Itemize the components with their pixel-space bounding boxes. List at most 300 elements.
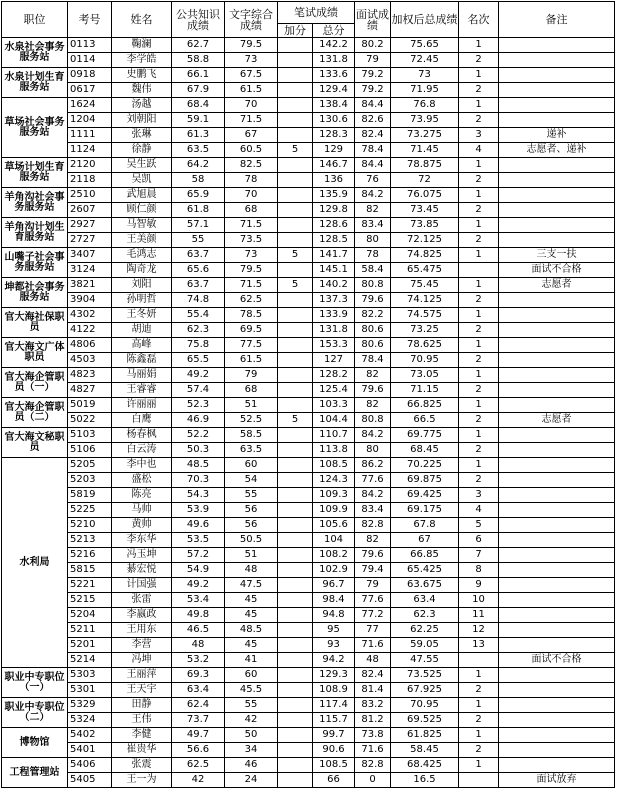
table-row xyxy=(2,143,615,158)
public-score-cell: 56.6 xyxy=(172,743,225,758)
name-cell: 陈鑫磊 xyxy=(112,353,172,368)
interview-score-cell: 82 xyxy=(355,368,391,383)
total-score-cell: 131.8 xyxy=(313,323,355,338)
rank-cell: 2 xyxy=(459,113,499,128)
note-cell xyxy=(499,758,615,773)
rank-cell: 2 xyxy=(459,203,499,218)
writing-score-cell: 50 xyxy=(225,728,278,743)
public-score-cell: 57.2 xyxy=(172,548,225,563)
position-cell: 坤都社会事务服务站 xyxy=(2,278,68,308)
weighted-score-cell: 69.525 xyxy=(391,713,459,728)
weighted-score-cell: 69.875 xyxy=(391,473,459,488)
name-cell: 王天宇 xyxy=(112,683,172,698)
rank-cell: 7 xyxy=(459,548,499,563)
exam-id-cell: 2118 xyxy=(68,173,112,188)
name-cell: 刘朝阳 xyxy=(112,113,172,128)
header-public-knowledge: 公共知识成绩 xyxy=(172,2,225,38)
writing-score-cell: 61.5 xyxy=(225,353,278,368)
weighted-score-cell: 68.425 xyxy=(391,758,459,773)
interview-score-cell: 83.4 xyxy=(355,503,391,518)
exam-id-cell: 5211 xyxy=(68,623,112,638)
table-row xyxy=(2,233,615,248)
bonus-cell xyxy=(278,668,313,683)
weighted-score-cell: 73.525 xyxy=(391,668,459,683)
exam-id-cell: 5406 xyxy=(68,758,112,773)
note-cell xyxy=(499,173,615,188)
interview-score-cell: 78.4 xyxy=(355,353,391,368)
writing-score-cell: 56 xyxy=(225,518,278,533)
weighted-score-cell: 76.075 xyxy=(391,188,459,203)
bonus-cell xyxy=(278,758,313,773)
writing-score-cell: 68 xyxy=(225,383,278,398)
interview-score-cell: 84.2 xyxy=(355,488,391,503)
name-cell: 顾仁颜 xyxy=(112,203,172,218)
table-row xyxy=(2,338,615,353)
interview-score-cell: 79 xyxy=(355,578,391,593)
table-row xyxy=(2,248,615,263)
total-score-cell: 66 xyxy=(313,773,355,788)
table-row xyxy=(2,188,615,203)
public-score-cell: 57.1 xyxy=(172,218,225,233)
exam-id-cell: 4827 xyxy=(68,383,112,398)
note-cell: 面试不合格 xyxy=(499,653,615,668)
total-score-cell: 94.2 xyxy=(313,653,355,668)
note-cell xyxy=(499,113,615,128)
total-score-cell: 108.9 xyxy=(313,683,355,698)
exam-id-cell: 1624 xyxy=(68,98,112,113)
bonus-cell xyxy=(278,293,313,308)
weighted-score-cell: 78.625 xyxy=(391,338,459,353)
rank-cell: 2 xyxy=(459,53,499,68)
position-cell: 官大海文秘职员 xyxy=(2,428,68,458)
position-cell: 官大海企管职员（一） xyxy=(2,368,68,398)
writing-score-cell: 70 xyxy=(225,188,278,203)
bonus-cell xyxy=(278,83,313,98)
name-cell: 綦宏悦 xyxy=(112,563,172,578)
note-cell: 递补 xyxy=(499,128,615,143)
note-cell: 三支一扶 xyxy=(499,248,615,263)
total-score-cell: 103.3 xyxy=(313,398,355,413)
total-score-cell: 129.8 xyxy=(313,203,355,218)
interview-score-cell: 80.2 xyxy=(355,38,391,53)
writing-score-cell: 48.5 xyxy=(225,623,278,638)
rank-cell: 1 xyxy=(459,248,499,263)
position-cell: 羊角沟计划生育服务站 xyxy=(2,218,68,248)
interview-score-cell: 83.4 xyxy=(355,218,391,233)
interview-score-cell: 71.6 xyxy=(355,743,391,758)
table-row xyxy=(2,308,615,323)
name-cell: 马帅 xyxy=(112,503,172,518)
note-cell xyxy=(499,83,615,98)
weighted-score-cell: 71.95 xyxy=(391,83,459,98)
note-cell xyxy=(499,488,615,503)
note-cell xyxy=(499,743,615,758)
rank-cell xyxy=(459,263,499,278)
public-score-cell: 67.9 xyxy=(172,83,225,98)
name-cell: 魏伟 xyxy=(112,83,172,98)
rank-cell: 11 xyxy=(459,608,499,623)
public-score-cell: 70.3 xyxy=(172,473,225,488)
interview-score-cell: 78 xyxy=(355,248,391,263)
public-score-cell: 75.8 xyxy=(172,338,225,353)
table-row xyxy=(2,158,615,173)
interview-score-cell: 80 xyxy=(355,233,391,248)
table-row xyxy=(2,263,615,278)
weighted-score-cell: 74.575 xyxy=(391,308,459,323)
writing-score-cell: 45.5 xyxy=(225,683,278,698)
public-score-cell: 46.9 xyxy=(172,413,225,428)
position-cell: 博物馆 xyxy=(2,728,68,758)
header-weighted: 加权后总成绩 xyxy=(391,2,459,38)
total-score-cell: 128.3 xyxy=(313,128,355,143)
writing-score-cell: 82.5 xyxy=(225,158,278,173)
weighted-score-cell: 70.95 xyxy=(391,698,459,713)
writing-score-cell: 24 xyxy=(225,773,278,788)
name-cell: 毛鸿志 xyxy=(112,248,172,263)
header-note: 备注 xyxy=(499,2,615,38)
public-score-cell: 57.4 xyxy=(172,383,225,398)
weighted-score-cell: 66.5 xyxy=(391,413,459,428)
public-score-cell: 61.8 xyxy=(172,203,225,218)
table-row xyxy=(2,563,615,578)
weighted-score-cell: 65.475 xyxy=(391,263,459,278)
name-cell: 李健 xyxy=(112,728,172,743)
note-cell xyxy=(499,548,615,563)
header-rank: 名次 xyxy=(459,2,499,38)
weighted-score-cell: 73.25 xyxy=(391,323,459,338)
name-cell: 张雷 xyxy=(112,593,172,608)
exam-id-cell: 2727 xyxy=(68,233,112,248)
exam-id-cell: 4122 xyxy=(68,323,112,338)
rank-cell: 2 xyxy=(459,323,499,338)
table-row xyxy=(2,473,615,488)
weighted-score-cell: 63.4 xyxy=(391,593,459,608)
rank-cell: 12 xyxy=(459,623,499,638)
name-cell: 王用东 xyxy=(112,623,172,638)
bonus-cell xyxy=(278,608,313,623)
writing-score-cell: 45 xyxy=(225,593,278,608)
note-cell xyxy=(499,428,615,443)
rank-cell: 2 xyxy=(459,233,499,248)
total-score-cell: 142.2 xyxy=(313,38,355,53)
interview-score-cell: 79.6 xyxy=(355,383,391,398)
name-cell: 计国强 xyxy=(112,578,172,593)
weighted-score-cell: 73.95 xyxy=(391,113,459,128)
rank-cell: 1 xyxy=(459,308,499,323)
public-score-cell: 48 xyxy=(172,638,225,653)
name-cell: 王睿睿 xyxy=(112,383,172,398)
table-header xyxy=(2,2,615,38)
rank-cell: 1 xyxy=(459,728,499,743)
rank-cell: 1 xyxy=(459,38,499,53)
bonus-cell xyxy=(278,743,313,758)
position-cell: 职业中专职位（一） xyxy=(2,668,68,698)
note-cell: 志愿者、递补 xyxy=(499,143,615,158)
table-row xyxy=(2,668,615,683)
total-score-cell: 108.5 xyxy=(313,758,355,773)
bonus-cell xyxy=(278,488,313,503)
bonus-cell: 5 xyxy=(278,413,313,428)
public-score-cell: 63.7 xyxy=(172,248,225,263)
table-row xyxy=(2,383,615,398)
rank-cell: 9 xyxy=(459,578,499,593)
name-cell: 冯坤 xyxy=(112,653,172,668)
weighted-score-cell: 47.55 xyxy=(391,653,459,668)
public-score-cell: 49.8 xyxy=(172,608,225,623)
header-name: 姓名 xyxy=(112,2,172,38)
note-cell xyxy=(499,563,615,578)
table-row xyxy=(2,98,615,113)
total-score-cell: 117.4 xyxy=(313,698,355,713)
total-score-cell: 109.3 xyxy=(313,488,355,503)
bonus-cell xyxy=(278,653,313,668)
total-score-cell: 129.4 xyxy=(313,83,355,98)
bonus-cell xyxy=(278,728,313,743)
weighted-score-cell: 76.8 xyxy=(391,98,459,113)
rank-cell: 6 xyxy=(459,533,499,548)
exam-id-cell: 0918 xyxy=(68,68,112,83)
writing-score-cell: 54 xyxy=(225,473,278,488)
weighted-score-cell: 73.05 xyxy=(391,368,459,383)
rank-cell: 2 xyxy=(459,353,499,368)
bonus-cell xyxy=(278,503,313,518)
exam-id-cell: 5214 xyxy=(68,653,112,668)
rank-cell: 1 xyxy=(459,668,499,683)
table-row xyxy=(2,713,615,728)
note-cell xyxy=(499,383,615,398)
rank-cell: 1 xyxy=(459,698,499,713)
weighted-score-cell: 72.125 xyxy=(391,233,459,248)
weighted-score-cell: 65.425 xyxy=(391,563,459,578)
interview-score-cell: 77.6 xyxy=(355,593,391,608)
weighted-score-cell: 75.65 xyxy=(391,38,459,53)
table-row xyxy=(2,593,615,608)
interview-score-cell: 80.8 xyxy=(355,278,391,293)
table-row xyxy=(2,758,615,773)
weighted-score-cell: 68.45 xyxy=(391,443,459,458)
writing-score-cell: 69.5 xyxy=(225,323,278,338)
writing-score-cell: 71.5 xyxy=(225,113,278,128)
exam-id-cell: 5103 xyxy=(68,428,112,443)
weighted-score-cell: 67.8 xyxy=(391,518,459,533)
name-cell: 盛松 xyxy=(112,473,172,488)
rank-cell: 10 xyxy=(459,593,499,608)
interview-score-cell: 78.4 xyxy=(355,143,391,158)
exam-id-cell: 5213 xyxy=(68,533,112,548)
exam-id-cell: 5221 xyxy=(68,578,112,593)
rank-cell: 1 xyxy=(459,758,499,773)
public-score-cell: 65.9 xyxy=(172,188,225,203)
interview-score-cell: 83.2 xyxy=(355,698,391,713)
public-score-cell: 49.6 xyxy=(172,518,225,533)
table-row xyxy=(2,203,615,218)
table-row xyxy=(2,443,615,458)
public-score-cell: 49.2 xyxy=(172,578,225,593)
rank-cell: 3 xyxy=(459,488,499,503)
interview-score-cell: 82.2 xyxy=(355,308,391,323)
position-cell: 水泉计划生育服务站 xyxy=(2,68,68,98)
writing-score-cell: 52.5 xyxy=(225,413,278,428)
note-cell xyxy=(499,188,615,203)
writing-score-cell: 71.5 xyxy=(225,218,278,233)
bonus-cell: 5 xyxy=(278,278,313,293)
interview-score-cell: 79.2 xyxy=(355,83,391,98)
table-row xyxy=(2,368,615,383)
name-cell: 陶奇龙 xyxy=(112,263,172,278)
interview-score-cell: 71.6 xyxy=(355,638,391,653)
bonus-cell xyxy=(278,713,313,728)
name-cell: 张震 xyxy=(112,758,172,773)
writing-score-cell: 67 xyxy=(225,128,278,143)
table-row xyxy=(2,623,615,638)
total-score-cell: 96.7 xyxy=(313,578,355,593)
public-score-cell: 65.6 xyxy=(172,263,225,278)
rank-cell: 1 xyxy=(459,428,499,443)
note-cell xyxy=(499,578,615,593)
note-cell xyxy=(499,398,615,413)
table-row xyxy=(2,128,615,143)
exam-id-cell: 5329 xyxy=(68,698,112,713)
rank-cell: 2 xyxy=(459,743,499,758)
name-cell: 徐静 xyxy=(112,143,172,158)
exam-id-cell: 5402 xyxy=(68,728,112,743)
public-score-cell: 59.1 xyxy=(172,113,225,128)
table-row xyxy=(2,548,615,563)
name-cell: 李中也 xyxy=(112,458,172,473)
public-score-cell: 58.8 xyxy=(172,53,225,68)
writing-score-cell: 58.5 xyxy=(225,428,278,443)
public-score-cell: 65.5 xyxy=(172,353,225,368)
rank-cell: 1 xyxy=(459,398,499,413)
weighted-score-cell: 71.45 xyxy=(391,143,459,158)
public-score-cell: 48.5 xyxy=(172,458,225,473)
weighted-score-cell: 67.925 xyxy=(391,683,459,698)
public-score-cell: 66.1 xyxy=(172,68,225,83)
writing-score-cell: 68 xyxy=(225,203,278,218)
note-cell xyxy=(499,218,615,233)
note-cell xyxy=(499,203,615,218)
interview-score-cell: 82.4 xyxy=(355,128,391,143)
interview-score-cell: 82.4 xyxy=(355,668,391,683)
total-score-cell: 90.6 xyxy=(313,743,355,758)
header-writing: 文字综合成绩 xyxy=(225,2,278,38)
interview-score-cell: 76 xyxy=(355,173,391,188)
position-cell: 工程管理站 xyxy=(2,758,68,788)
public-score-cell: 63.5 xyxy=(172,143,225,158)
rank-cell: 2 xyxy=(459,683,499,698)
header-position: 职位 xyxy=(2,2,68,38)
header-bonus: 加分 xyxy=(278,24,313,38)
bonus-cell xyxy=(278,173,313,188)
public-score-cell: 55 xyxy=(172,233,225,248)
position-cell: 水泉社会事务服务站 xyxy=(2,38,68,68)
rank-cell: 1 xyxy=(459,368,499,383)
table-row xyxy=(2,68,615,83)
name-cell: 杨春枫 xyxy=(112,428,172,443)
writing-score-cell: 78.5 xyxy=(225,308,278,323)
exam-id-cell: 3407 xyxy=(68,248,112,263)
public-score-cell: 53.4 xyxy=(172,593,225,608)
name-cell: 张琳 xyxy=(112,128,172,143)
total-score-cell: 137.3 xyxy=(313,293,355,308)
note-cell xyxy=(499,158,615,173)
rank-cell: 1 xyxy=(459,218,499,233)
rank-cell xyxy=(459,653,499,668)
name-cell: 武旭晨 xyxy=(112,188,172,203)
name-cell: 黄帅 xyxy=(112,518,172,533)
name-cell: 田静 xyxy=(112,698,172,713)
weighted-score-cell: 69.425 xyxy=(391,488,459,503)
weighted-score-cell: 72.45 xyxy=(391,53,459,68)
note-cell xyxy=(499,293,615,308)
writing-score-cell: 79 xyxy=(225,368,278,383)
interview-score-cell: 80.6 xyxy=(355,338,391,353)
weighted-score-cell: 74.825 xyxy=(391,248,459,263)
interview-score-cell: 79 xyxy=(355,53,391,68)
name-cell: 李营 xyxy=(112,638,172,653)
writing-score-cell: 51 xyxy=(225,548,278,563)
table-row xyxy=(2,38,615,53)
weighted-score-cell: 62.25 xyxy=(391,623,459,638)
note-cell xyxy=(499,323,615,338)
total-score-cell: 104 xyxy=(313,533,355,548)
rank-cell: 4 xyxy=(459,143,499,158)
note-cell xyxy=(499,98,615,113)
interview-score-cell: 73.8 xyxy=(355,728,391,743)
interview-score-cell: 86.2 xyxy=(355,458,391,473)
note-cell xyxy=(499,443,615,458)
header-interview: 面试成绩 xyxy=(355,2,391,38)
note-cell: 面试放弃 xyxy=(499,773,615,788)
writing-score-cell: 70 xyxy=(225,98,278,113)
bonus-cell xyxy=(278,698,313,713)
public-score-cell: 74.8 xyxy=(172,293,225,308)
public-score-cell: 49.7 xyxy=(172,728,225,743)
public-score-cell: 55.4 xyxy=(172,308,225,323)
weighted-score-cell: 73.275 xyxy=(391,128,459,143)
header-exam-id: 考号 xyxy=(68,2,112,38)
exam-id-cell: 0113 xyxy=(68,38,112,53)
weighted-score-cell: 73.45 xyxy=(391,203,459,218)
weighted-score-cell: 73 xyxy=(391,68,459,83)
writing-score-cell: 60 xyxy=(225,668,278,683)
interview-score-cell: 77.6 xyxy=(355,473,391,488)
writing-score-cell: 45 xyxy=(225,638,278,653)
bonus-cell xyxy=(278,398,313,413)
weighted-score-cell: 59.05 xyxy=(391,638,459,653)
total-score-cell: 125.4 xyxy=(313,383,355,398)
bonus-cell xyxy=(278,38,313,53)
bonus-cell: 5 xyxy=(278,248,313,263)
writing-score-cell: 48 xyxy=(225,563,278,578)
interview-score-cell: 77 xyxy=(355,623,391,638)
table-row xyxy=(2,653,615,668)
name-cell: 王美颜 xyxy=(112,233,172,248)
bonus-cell xyxy=(278,323,313,338)
interview-score-cell: 82.8 xyxy=(355,518,391,533)
rank-cell: 2 xyxy=(459,713,499,728)
name-cell: 刘阳 xyxy=(112,278,172,293)
bonus-cell xyxy=(278,353,313,368)
name-cell: 许丽丽 xyxy=(112,398,172,413)
name-cell: 白云涛 xyxy=(112,443,172,458)
total-score-cell: 128.6 xyxy=(313,218,355,233)
bonus-cell xyxy=(278,593,313,608)
bonus-cell xyxy=(278,443,313,458)
exam-id-cell: 5203 xyxy=(68,473,112,488)
interview-score-cell: 82 xyxy=(355,398,391,413)
public-score-cell: 53.9 xyxy=(172,503,225,518)
